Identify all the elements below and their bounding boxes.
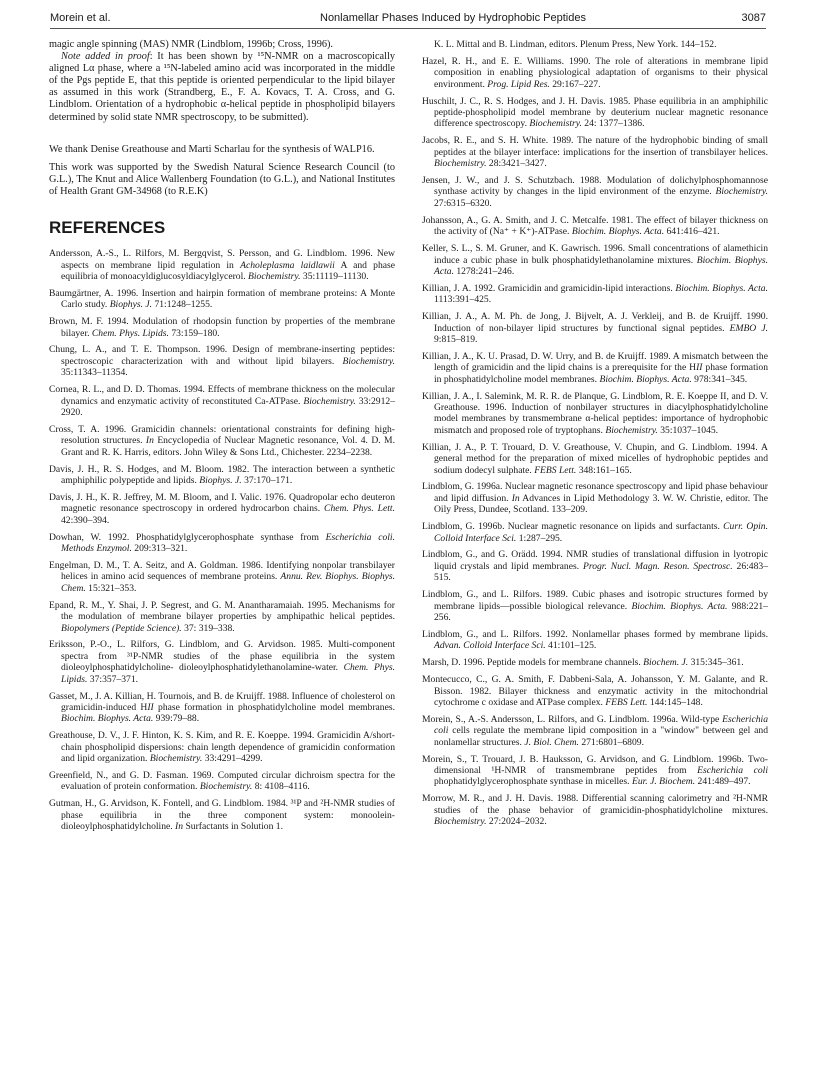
reference-journal: Biochim. Biophys. Acta.	[631, 600, 728, 612]
reference-journal: Curr. Opin. Colloid Interface Sci.	[434, 521, 769, 544]
reference-text: 71:1248–1255.	[152, 299, 213, 311]
reference-journal: Biopolymers (Peptide Science).	[61, 622, 182, 634]
reference-entry	[422, 549, 768, 583]
reference-text: 27:2024–2032.	[486, 816, 547, 828]
reference-journal: Biochemistry.	[303, 395, 356, 407]
header-rule	[50, 28, 766, 29]
reference-journal: Biochem. J.	[643, 657, 689, 669]
reference-journal: Chem. Phys. Lipids.	[91, 327, 169, 339]
reference-journal: Biochim. Biophys. Acta.	[434, 254, 768, 277]
reference-text: Eriksson, P.-O., L. Rilfors, G. Lindblom, and G. Arvidson. 1985. Multi-component spectra from ³¹P-NMR studies of the phase equilibria in the system dioleoylphosphatidylcholine- dioleoylphosphatidylethanolamine-water.	[49, 639, 395, 674]
reference-text: phase formation in phosphatidylcholine model membranes.	[153, 701, 395, 713]
reference-text: phase formation in phosphatidylcholine model membranes.	[434, 362, 768, 385]
reference-text: Cross, T. A. 1996. Gramicidin channels: orientational constraints for defining high-resolution structures.	[49, 423, 395, 447]
reference-italic-term: In	[145, 435, 154, 447]
reference-entry	[422, 243, 768, 277]
reference-text: 315:345–361.	[688, 657, 744, 669]
reference-text: Lindblom, G., and G. Orädd. 1994. NMR studies of translational diffusion in lyotropic liquid crystals and lipid membranes.	[422, 549, 768, 572]
reference-text: Keller, S. L., S. M. Gruner, and K. Gawrisch. 1996. Small concentrations of alamethicin induce a cubic phase in bulk phosphatidylethanolamine mixtures.	[422, 243, 768, 266]
reference-text: 42:390–394.	[61, 514, 110, 526]
reference-journal: Biochim. Biophys. Acta.	[599, 373, 692, 385]
reference-entry	[422, 96, 768, 130]
left-column	[49, 39, 395, 838]
reference-entry	[422, 521, 768, 544]
reference-italic-term: Escherichia coli	[697, 764, 768, 776]
reference-italic-term: II	[696, 362, 703, 374]
reference-journal: Biochemistry.	[342, 355, 395, 367]
reference-italic-term: II	[147, 701, 154, 713]
reference-entry	[422, 175, 768, 209]
header-title: Nonlamellar Phases Induced by Hydrophobic Peptides	[320, 12, 586, 24]
reference-entry	[422, 714, 768, 748]
reference-journal: Biophys. J.	[109, 299, 153, 311]
reference-entry	[422, 481, 768, 515]
reference-journal: Biochim. Biophys. Acta.	[675, 282, 768, 294]
reference-journal: Biochemistry.	[529, 118, 582, 130]
reference-text: 641:416–421.	[664, 226, 720, 238]
reference-text: Brown, M. F. 1994. Modulation of rhodopsin function by properties of the membrane bilayer.	[49, 316, 395, 339]
note-lead: Note added in proof	[61, 51, 150, 63]
reference-text: 28:3421–3427.	[486, 158, 547, 170]
reference-journal: FEBS Lett.	[605, 696, 648, 708]
reference-text: Greathouse, D. V., J. F. Hinton, K. S. Kim, and R. E. Koeppe. 1994. Gramicidin A/short-chain phospholipid dispersions: chain length dependence of gramicidin conformation and lipid organization.	[49, 730, 395, 765]
reference-text: 37:170–171.	[241, 475, 293, 487]
reference-entry	[422, 391, 768, 437]
reference-text: phophatidylglycerophosphate synthase in micelles.	[434, 776, 632, 788]
reference-text: 15:321–353.	[85, 582, 137, 594]
reference-journal: Annu. Rev. Biophys. Biophys. Chem.	[61, 571, 396, 594]
header-authors: Morein et al.	[50, 12, 111, 24]
reference-entry	[422, 793, 768, 827]
reference-text: 1:287–295.	[516, 532, 563, 544]
reference-entry	[49, 464, 395, 487]
reference-text: 271:6801–6809.	[578, 736, 644, 748]
reference-journal: Eur. J. Biochem.	[631, 776, 696, 788]
reference-text: 24: 1377–1386.	[581, 118, 645, 130]
reference-text: 35:11343–11354.	[61, 367, 128, 379]
note-added-in-proof	[49, 51, 395, 124]
reference-text: Killian, J. A., A. M. Ph. de Jong, J. Bijvelt, A. J. Verkleij, and B. de Kruijff. 1990. Induction of non-bilayer lipid structures by functional signal peptides.	[422, 311, 768, 334]
reference-text: 209:313–321.	[131, 543, 188, 555]
reference-text: 35:1037–1045.	[657, 424, 719, 436]
reference-text: 9:815–819.	[434, 333, 478, 345]
reference-text: A and phase equilibria of monoacyldiglucosyldiacylglycerol.	[61, 259, 396, 282]
reference-text: Lindblom, G., and L. Rilfors. 1992. Nonlamellar phases formed by membrane lipids.	[422, 628, 768, 640]
reference-journal: FEBS Lett.	[534, 464, 577, 476]
reference-journal: Biochim. Biophys. Acta.	[61, 713, 154, 725]
reference-continuation: K. L. Mittal and B. Lindman, editors. Plenum Press, New York. 144–152.	[434, 39, 717, 50]
reference-text: Morrow, M. R., and J. H. Davis. 1988. Differential scanning calorimetry and ²H-NMR studies of the phase behavior of gramicidin-phosphatidylcholine mixtures.	[422, 793, 768, 816]
reference-entry	[422, 283, 768, 306]
reference-entry	[422, 215, 768, 238]
reference-text: Encyclopedia of Nuclear Magnetic resonance, Vol. 4. D. M. Grant and R. K. Harris, editors. John Wiley & Sons Ltd., Chichester. 2234–2238.	[61, 435, 395, 458]
reference-journal: Biochemistry.	[434, 816, 487, 828]
reference-text: Gutman, H., G. Arvidson, K. Fontell, and G. Lindblom. 1984. ³¹P and ²H-NMR studies of phase equilibria in the three component system: monoolein-dioleoylphosphatidylcholine.	[49, 798, 395, 833]
reference-entry	[422, 657, 768, 668]
reference-text: Montecucco, C., G. A. Smith, F. Dabbeni-Sala, A. Johansson, Y. M. Galante, and R. Bisson. 1982. Bilayer thickness and enzymatic activity in the mitochondrial cytochrome c oxidase and ATPase complex.	[422, 674, 768, 708]
reference-text: Lindblom, G., and L. Rilfors. 1989. Cubic phases and isotropic structures formed by membrane lipids—possible biological relevance.	[422, 589, 768, 612]
reference-journal: Biochemistry.	[248, 270, 301, 282]
references-heading: REFERENCES	[49, 218, 166, 238]
reference-text: 37: 319–338.	[181, 622, 235, 634]
reference-text: Dowhan, W. 1992. Phosphatidylglycerophosphate synthase from	[49, 531, 326, 543]
right-column	[422, 39, 768, 833]
reference-text: Killian, J. A., K. U. Prasad, D. W. Urry, and B. de Kruijff. 1989. A mismatch between the length of gramicidin and the lipid chains is a prerequisite for the H	[422, 350, 768, 374]
reference-text: Surfactants in Solution 1.	[183, 821, 283, 833]
reference-journal: Methods Enzymol.	[61, 543, 132, 555]
reference-journal: Biochemistry.	[149, 753, 203, 765]
reference-text: Johansson, A., G. A. Smith, and J. C. Metcalfe. 1981. The effect of bilayer thickness on the activity of (Na⁺ + K⁺)-ATPase.	[422, 214, 768, 238]
reference-journal: Chem. Phys. Lipids.	[61, 662, 395, 685]
reference-text: Marsh, D. 1996. Peptide models for membrane channels.	[422, 657, 644, 669]
reference-text: 73:159–180.	[168, 327, 220, 339]
reference-text: Chung, L. A., and T. E. Thompson. 1996. Design of membrane-inserting peptides: spectroscopic characterization with and without lipid bilayers.	[49, 344, 395, 367]
reference-entry	[422, 629, 768, 652]
reference-text: Jensen, J. W., and J. S. Schutzbach. 1988. Modulation of dolichylphosphomannose synthase activity by changes in the lipid environment of the enzyme.	[422, 175, 768, 198]
reference-journal: Biochemistry.	[199, 781, 253, 793]
reference-entry	[49, 600, 395, 634]
reference-text: 988:221–256.	[434, 600, 768, 623]
reference-italic-term: In	[175, 821, 184, 833]
reference-journal: J. Biol. Chem.	[524, 736, 579, 748]
reference-entry	[49, 532, 395, 555]
reference-text: 348:161–165.	[576, 464, 632, 476]
reference-journal: Biochim. Biophys. Acta.	[571, 226, 665, 238]
reference-entry	[422, 754, 768, 788]
reference-text: 1278:241–246.	[453, 265, 515, 277]
reference-italic-term: Acholeplasma laidlawii	[240, 259, 335, 271]
reference-entry	[422, 135, 768, 169]
reference-text: Huschilt, J. C., R. S. Hodges, and J. H. Davis. 1985. Phase equilibria in an amphiphilic peptide-phospholipid model membrane by deuterium nuclear magnetic resonance difference spectroscopy.	[422, 95, 768, 130]
reference-italic-term: Escherichia coli.	[325, 531, 395, 543]
reference-text: Baumgärtner, A. 1996. Insertion and hairpin formation of membrane proteins: A Monte Carlo study.	[49, 287, 395, 311]
reference-entry	[422, 442, 768, 476]
reference-journal: Progr. Nucl. Magn. Reson. Spectrosc.	[582, 560, 733, 572]
reference-text: Lindblom, G. 1996b. Nuclear magnetic resonance on lipids and surfactants.	[422, 521, 724, 533]
reference-text: Morein, S., T. Trouard, J. B. Hauksson, G. Arvidson, and G. Lindblom. 1996b. Two-dimensional ¹H-NMR of transmembrane peptides from	[422, 753, 768, 776]
reference-entry	[49, 798, 395, 832]
reference-text: Killian, J. A. 1992. Gramicidin and gramicidin-lipid interactions.	[422, 282, 676, 294]
reference-journal: Biochemistry.	[605, 424, 658, 436]
reference-text: Hazel, R. H., and E. E. Williams. 1990. The role of alterations in membrane lipid composition in enabling physiological adaptation of organisms to their physical environment.	[422, 55, 768, 90]
reference-journal: EMBO J.	[729, 322, 768, 334]
reference-text: 37:357–371.	[87, 673, 139, 685]
reference-journal: Biophys. J.	[199, 475, 242, 487]
reference-text: 939:79–88.	[153, 713, 200, 725]
references-list-right	[422, 56, 768, 828]
reference-entry	[49, 288, 395, 311]
reference-text: Davis, J. H., R. S. Hodges, and M. Bloom. 1982. The interaction between a synthetic amphiphilic polypeptide and lipids.	[49, 463, 395, 487]
reference-text: Killian, J. A., P. T. Trouard, D. V. Greathouse, V. Chupin, and G. Lindblom. 1994. A general method for the preparation of mixed micelles of hydrophobic peptides and sodium dodecyl sulphate.	[422, 441, 768, 476]
reference-text: 33:4291–4299.	[202, 753, 263, 765]
reference-text: 26:483–515.	[434, 560, 768, 584]
reference-entry	[422, 674, 768, 708]
reference-entry	[49, 316, 395, 339]
reference-text: 144:145–148.	[647, 696, 703, 708]
reference-text: Lindblom, G. 1996a. Nuclear magnetic resonance spectroscopy and lipid phase behaviour and lipid diffusion.	[422, 481, 768, 504]
reference-text: 35:11119–11130.	[300, 270, 369, 282]
reference-entry	[49, 492, 395, 526]
reference-text: 8: 4108–4116.	[252, 781, 310, 793]
acknowledgment-funding: This work was supported by the Swedish Natural Science Research Council (to G.L.), The Knut and Alice Wallenberg Foundation (to G.L.), and National Institutes of Health Grant GM-34968 (to R.E.K)	[49, 161, 395, 197]
reference-text: Gasset, M., J. A. Killian, H. Tournois, and B. de Kruijff. 1988. Influence of cholesterol on gramicidin-induced H	[49, 690, 395, 713]
reference-italic-term: Escherichia coli	[434, 713, 768, 737]
reference-text: Greenfield, N., and G. D. Fasman. 1969. Computed circular dichroism spectra for the evaluation of protein conformation.	[49, 769, 395, 793]
reference-text: Andersson, A.-S., L. Rilfors, M. Bergqvist, S. Persson, and G. Lindblom. 1996. New aspects on membrane lipid regulation in	[49, 248, 395, 271]
reference-text: Davis, J. H., K. R. Jeffrey, M. M. Bloom, and I. Valic. 1976. Quadropolar echo deuteron magnetic resonance spectroscopy in ordered hydrocarbon chains.	[49, 491, 395, 515]
references-list-left	[49, 248, 395, 832]
reference-text: cells regulate the membrane lipid composition in a "window" between gel and nonlamellar structures.	[434, 725, 768, 748]
reference-italic-term: In	[511, 492, 520, 504]
reference-entry	[49, 770, 395, 793]
reference-entry	[49, 560, 395, 594]
reference-journal: Prog. Lipid Res.	[487, 78, 550, 90]
reference-text: 29:167–227.	[549, 78, 601, 90]
reference-text: 241:489–497.	[695, 776, 751, 788]
reference-text: 41:101–125.	[545, 640, 597, 652]
reference-journal: Chem. Phys. Lett.	[324, 503, 395, 515]
reference-entry	[49, 730, 395, 764]
reference-entry	[49, 248, 395, 282]
reference-entry	[422, 56, 768, 90]
reference-journal: Biochemistry.	[434, 158, 487, 170]
reference-entry	[422, 351, 768, 385]
reference-entry	[49, 424, 395, 458]
acknowledgment-synthesis: We thank Denise Greathouse and Marti Scharlau for the synthesis of WALP16.	[49, 143, 375, 155]
note-text: : It has been shown by ¹⁵N-NMR on a macroscopically aligned Lα phase, where a ¹⁵N-labeled amino acid was incorporated in the middle of the Pgs peptide E, that this peptide is oriented perpendicular to the lipid bilayer as assumed in this work (Strandberg, E., F. A. Kovacs, T. A. Cross, and G. Lindblom. Orientation of a hydrophobic α-helical peptide in phospholipid bilayers determined by solid state NMR spectroscopy, to be submitted).	[49, 51, 395, 123]
reference-entry	[49, 384, 395, 418]
reference-text: Cornea, R. L., and D. D. Thomas. 1994. Effects of membrane thickness on the molecular dynamics and enzymatic activity of reconstituted Ca-ATPase.	[49, 384, 395, 407]
running-header	[50, 10, 766, 30]
reference-entry	[49, 639, 395, 685]
reference-journal: Biochemistry.	[715, 186, 768, 198]
reference-entry	[49, 691, 395, 725]
reference-text: 27:6315–6320.	[434, 197, 492, 209]
reference-text: Engelman, D. M., T. A. Seitz, and A. Goldman. 1986. Identifying nonpolar transbilayer helices in amino acid sequences of membrane proteins.	[49, 559, 395, 583]
reference-entry	[422, 311, 768, 345]
reference-text: 33:2912–2920.	[61, 395, 395, 418]
header-page-number: 3087	[741, 12, 766, 24]
reference-text: Killian, J. A., I. Salemink, M. R. R. de Planque, G. Lindblom, R. E. Koeppe II, and D. V. Greathouse. 1996. Induction of nonbilayer structures in diacylphosphatidylcholine model membranes by transmembrane α-helical peptides: importance of hydrophobic mismatch and proposed role of tryptophans.	[422, 390, 768, 436]
reference-text: 978:341–345.	[691, 373, 748, 385]
reference-text: Jacobs, R. E., and S. H. White. 1989. The nature of the hydrophobic binding of small peptides at the bilayer interface: implications for the insertion of transbilayer helices.	[422, 135, 768, 158]
reference-entry	[422, 589, 768, 623]
reference-text: Epand, R. M., Y. Shai, J. P. Segrest, and G. M. Anantharamaiah. 1995. Mechanisms for the modulation of membrane bilayer properties by amphipathic helical peptides.	[49, 599, 395, 623]
reference-journal: Advan. Colloid Interface Sci.	[434, 640, 546, 652]
reference-entry	[49, 344, 395, 378]
reference-text: 1113:391–425.	[434, 294, 492, 306]
body-paragraph-continuation: magic angle spinning (MAS) NMR (Lindblom, 1996b; Cross, 1996).	[49, 39, 334, 50]
reference-text: Morein, S., A.-S. Andersson, L. Rilfors, and G. Lindblom. 1996a. Wild-type	[422, 713, 723, 725]
reference-text: Advances in Lipid Methodology 3. W. W. Christie, editor. The Oily Press, Dundee, Scotland. 133–209.	[434, 492, 768, 516]
